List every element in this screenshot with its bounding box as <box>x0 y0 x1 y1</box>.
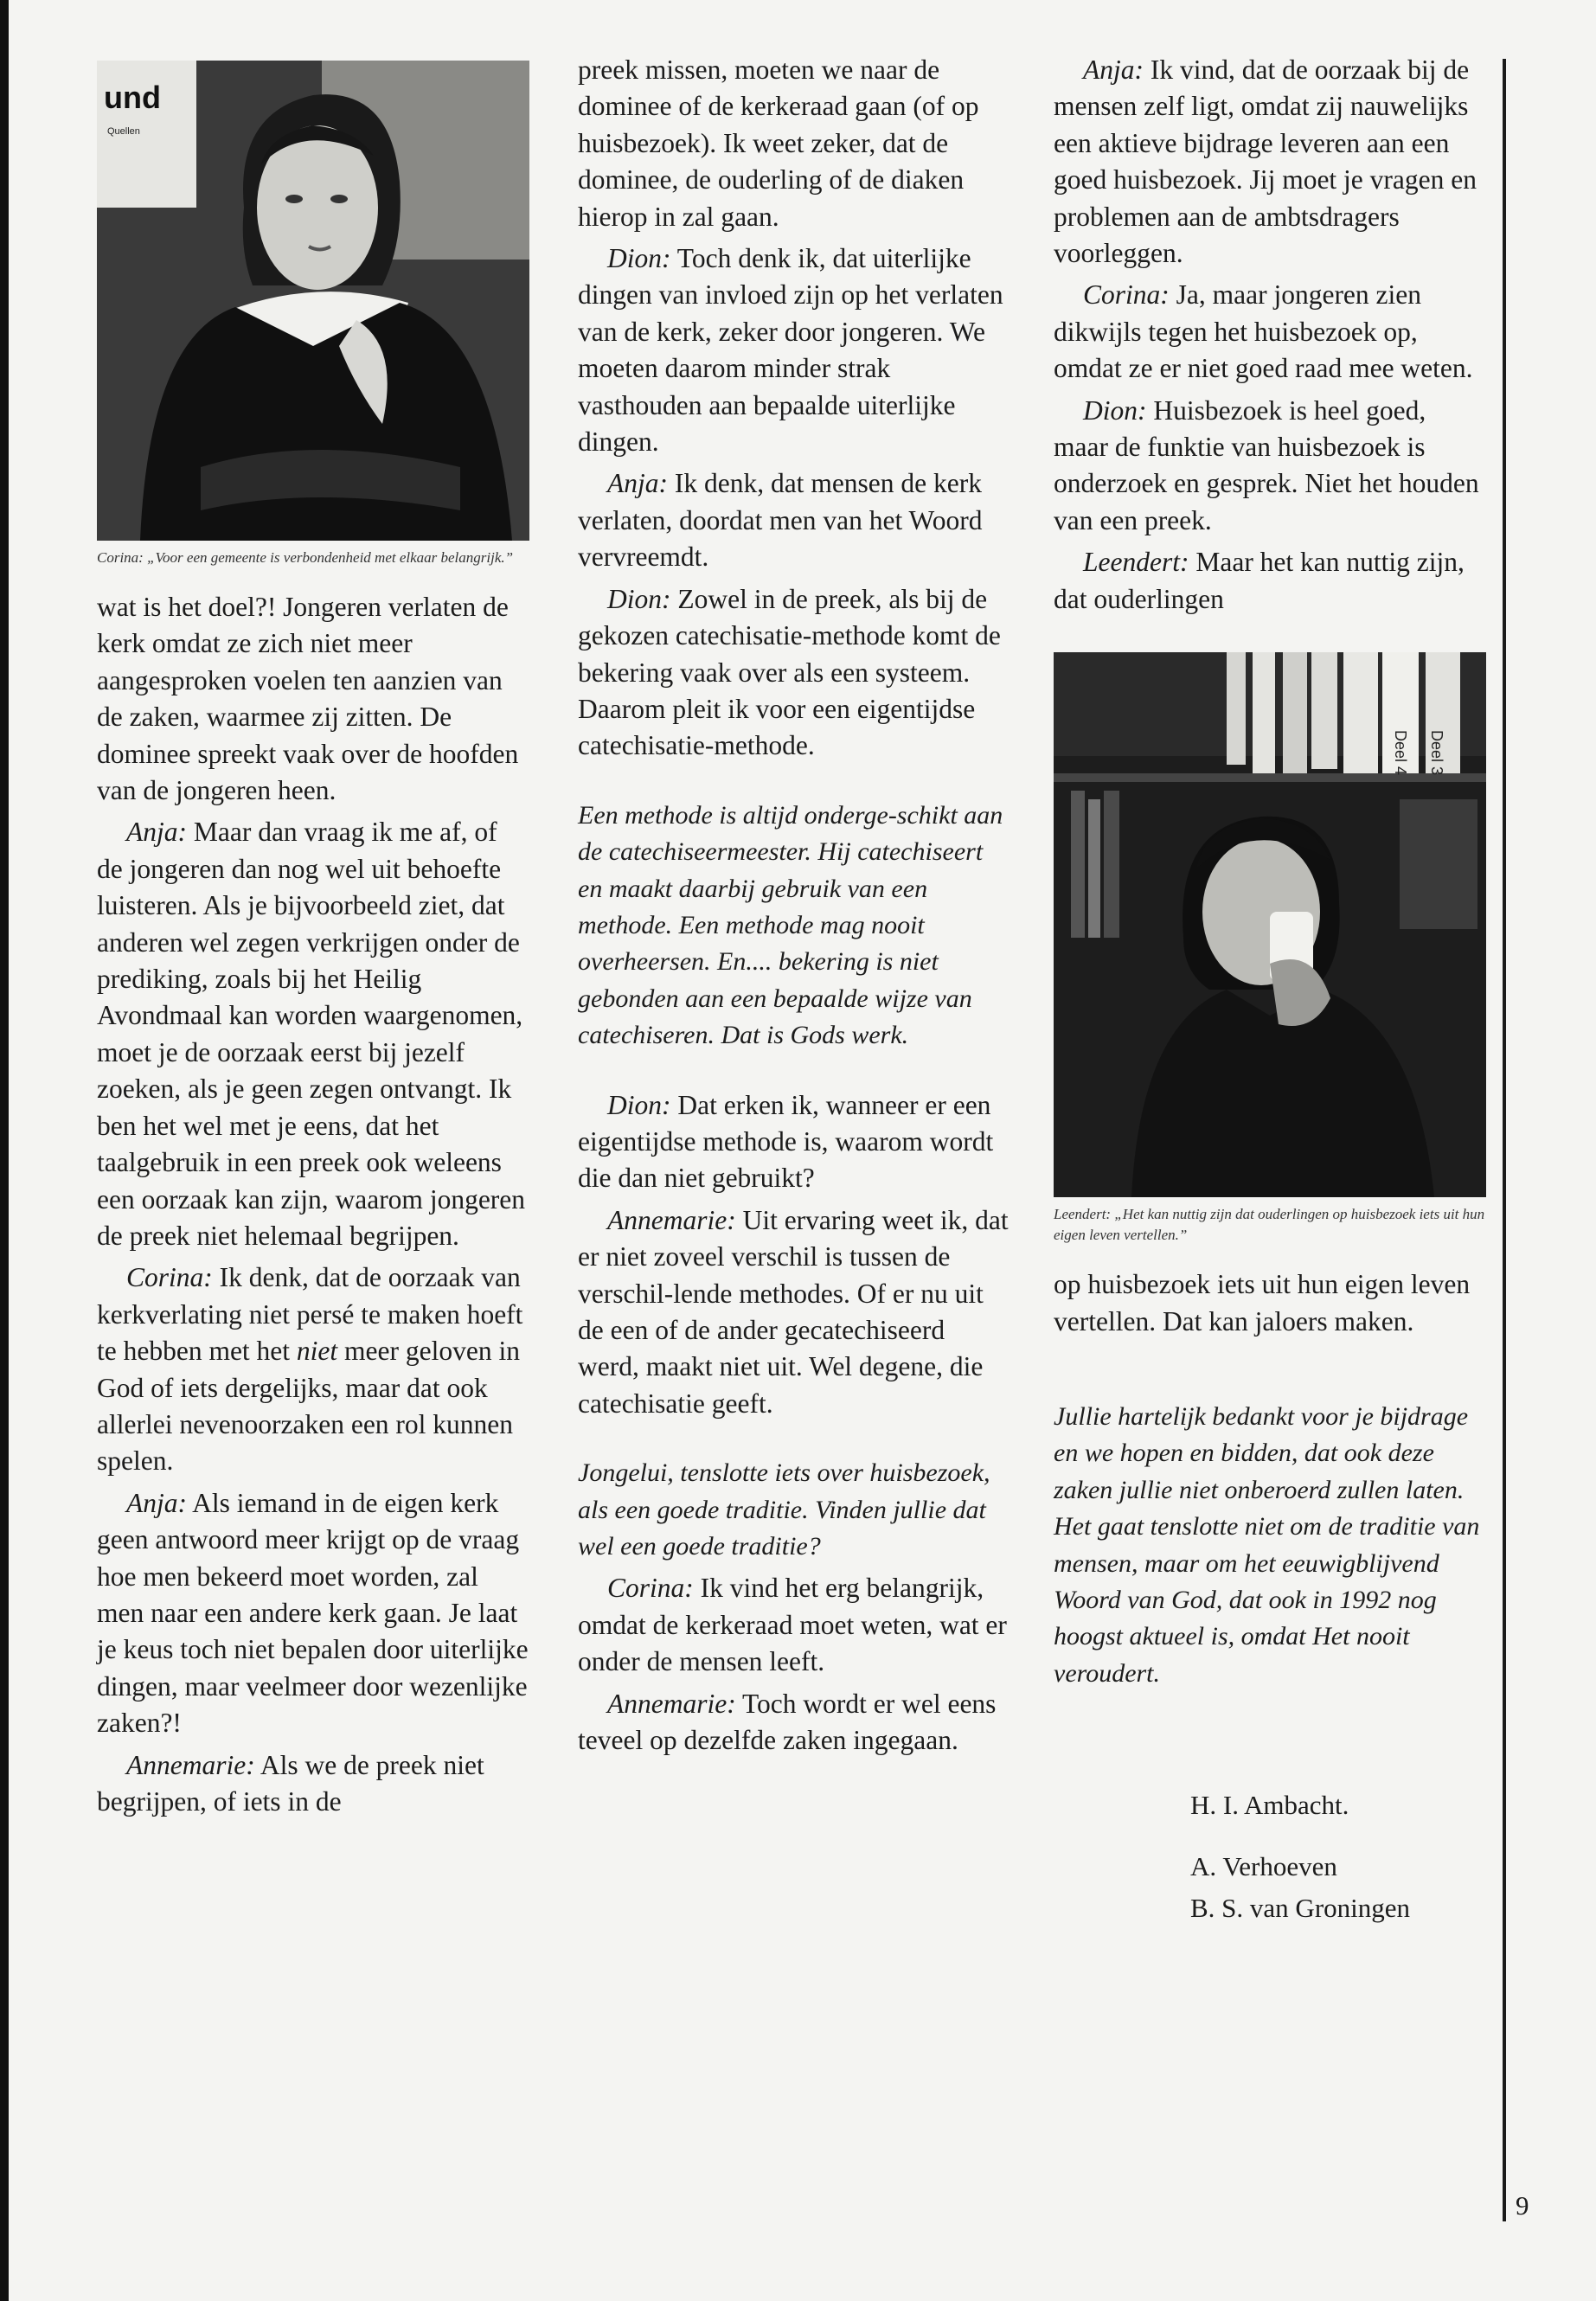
paragraph <box>578 240 1010 460</box>
paragraph <box>578 465 1010 575</box>
speaker-name: Anja: <box>126 1487 187 1518</box>
paragraph: op huisbezoek iets uit hun eigen leven vertellen. Dat kan jaloers maken. <box>1054 1269 1471 1336</box>
paragraph <box>1054 393 1486 540</box>
speaker-name: Corina: <box>607 1573 694 1604</box>
paragraph-text: Ik denk, dat mensen de kerk verlaten, doordat men van het Woord vervreemdt. <box>578 468 983 573</box>
paragraph-text: Ik denk, dat de oorzaak van kerkverlating niet persé te maken hoeft te hebben met het <box>97 1262 523 1367</box>
paragraph <box>97 1485 529 1742</box>
photo-leendert-image <box>1054 652 1486 1197</box>
signature-name: H. I. Ambacht. <box>1190 1790 1349 1821</box>
photo-caption-corina: Corina: „Voor een gemeente is verbondenheid met elkaar belangrijk.” <box>97 549 514 566</box>
speaker-name: Dion: <box>1083 394 1147 426</box>
paragraph-text: Maar dan vraag ik me af, of de jongeren dan nog wel uit behoefte luisteren. Als je bijvoorbeeld ziet, dat anderen wel zegen verkrijgen onder de prediking, zoals bij het Heilig Avondmaal kan worden waargenomen, moet je de oorzaak eerst bij jezelf zoeken, als je geen zegen ontvangt. Ik ben het wel met je eens, dat het taalgebruik in een preek ook weleens een oorzaak kan zijn, waarom jongeren de preek niet helemaal begrijpen. <box>97 817 526 1251</box>
paragraph-text: Huisbezoek is heel goed, maar de funktie van huisbezoek is onderzoek en gesprek. Niet het houden van een preek. <box>1054 394 1479 535</box>
speaker-name: Anja: <box>607 468 668 499</box>
paragraph <box>1054 544 1486 618</box>
photo-sign-small-text: Quellen <box>107 126 140 137</box>
column-1 <box>97 52 529 1825</box>
paragraph <box>578 1570 1010 1680</box>
paragraph <box>578 1087 1010 1197</box>
paragraph <box>1054 52 1486 272</box>
paragraph-text: meer geloven in God of iets dergelijks, maar dat ook allerlei nevenoorzaken een rol kunnen spelen. <box>97 1336 520 1477</box>
book-spine-text: Deel 3 <box>1428 730 1445 776</box>
photo-sign-text: und <box>104 80 161 115</box>
column-3 <box>1054 52 1486 1932</box>
paragraph-text: Toch denk ik, dat uiterlijke dingen van invloed zijn op het verlaten van de kerk, zeker door jongeren. We moeten daarom minder strak vasthouden aan bepaalde uiterlijke dingen. <box>578 243 1003 458</box>
book-spine-text: Deel 4 <box>1392 730 1409 776</box>
paragraph: preek missen, moeten we naar de dominee of de kerkeraad gaan (of op huisbezoek). Ik weet zeker, dat de dominee, de ouderling of de diaken hierop in zal gaan. <box>578 54 979 232</box>
speaker-name: Anja: <box>126 817 187 848</box>
speaker-name: Anja: <box>1083 54 1144 85</box>
paragraph-text: Ik vind het erg belangrijk, omdat de kerkeraad moet weten, wat er onder de mensen leeft. <box>578 1573 1007 1677</box>
paragraph <box>97 1259 529 1479</box>
paragraph-text: Ik vind, dat de oorzaak bij de mensen zelf ligt, omdat zij nauwelijks een aktieve bijdrage leveren aan een goed huisbezoek. Jij moet je vragen en problemen aan de ambtsdragers voorleggen. <box>1054 54 1477 269</box>
spacer <box>1054 1345 1486 1399</box>
speaker-name: Corina: <box>126 1262 213 1293</box>
paragraph <box>97 814 529 1254</box>
photo-corina <box>97 61 529 541</box>
spacer <box>578 770 1010 798</box>
paragraph-text: Dat erken ik, wanneer er een eigentijdse methode is, waarom wordt die dan niet gebruikt? <box>578 1089 994 1194</box>
speaker-name: Corina: <box>1083 279 1170 311</box>
paragraph <box>578 1202 1010 1422</box>
speaker-name: Annemarie: <box>126 1749 255 1780</box>
left-margin-bar <box>0 0 9 2301</box>
speaker-name: Leendert: <box>1083 547 1189 578</box>
interviewer-question: Een methode is altijd onderge-schikt aan de catechiseermeester. Hij catechiseert en maakt daarbij gebruik van een methode. Een methode mag nooit overheersen. En.... bekering is niet gebonden aan een bepaalde wijze van catechiseren. Dat is Gods werk. <box>578 800 1003 1050</box>
spacer <box>578 1060 1010 1087</box>
speaker-name: Dion: <box>607 1089 671 1120</box>
speaker-name: Annemarie: <box>607 1204 736 1235</box>
paragraph <box>1054 277 1486 387</box>
paragraph <box>97 1747 529 1821</box>
right-column-rule <box>1503 59 1506 2221</box>
paragraph: wat is het doel?! Jongeren verlaten de kerk omdat ze zich niet meer aangesproken voelen ten aanzien van de zaken, waarmee zij zitten. De dominee spreekt vaak over de hoofden van de jongeren heen. <box>97 592 519 806</box>
paragraph-text: Maar het kan nuttig zijn, dat ouderlingen <box>1054 547 1465 614</box>
paragraph-text: Uit ervaring weet ik, dat er niet zoveel verschil is tussen de verschil-lende methodes. Of er nu uit de een of de ander gecatechiseerd werd, maakt niet uit. Wel degene, die catechisatie geeft. <box>578 1204 1009 1419</box>
speaker-name: Dion: <box>607 243 671 274</box>
paragraph-text: Als iemand in de eigen kerk geen antwoord meer krijgt op de vraag hoe men bekeerd moet worden, zal men naar een andere kerk gaan. Je laat je keus toch niet bepalen door uiterlijke dingen, maar veelmeer door wezenlijke zaken?! <box>97 1487 529 1739</box>
interviewer-question: Jongelui, tenslotte iets over huisbezoek, als een goede traditie. Vinden jullie dat wel een goede traditie? <box>578 1458 990 1561</box>
paragraph <box>578 1686 1010 1759</box>
paragraph-text: Als we de preek niet begrijpen, of iets in de <box>97 1749 484 1817</box>
signatures <box>1054 1787 1486 1926</box>
paragraph <box>578 581 1010 765</box>
paragraph-text: Ja, maar jongeren zien dikwijls tegen het huisbezoek op, omdat ze er niet goed raad mee weten. <box>1054 279 1473 384</box>
spacer <box>578 1427 1010 1455</box>
paragraph-text: Zowel in de preek, als bij de gekozen catechisatie-methode komt de bekering vaak over als een systeem. Daarom pleit ik voor een eigentijdse catechisatie-methode. <box>578 583 1001 761</box>
photo-corina-image <box>97 61 529 541</box>
photo-leendert <box>1054 652 1486 1197</box>
emphasis: niet <box>296 1336 338 1367</box>
page-number: 9 <box>1516 2190 1529 2221</box>
speaker-name: Annemarie: <box>607 1688 736 1719</box>
column-2 <box>578 52 1010 1764</box>
paragraph-text: Toch wordt er wel eens teveel op dezelfde zaken ingegaan. <box>578 1688 997 1756</box>
photo-caption-leendert: Leendert: „Het kan nuttig zijn dat ouderlingen op huisbezoek iets uit hun eigen leven vertellen.” <box>1054 1206 1485 1244</box>
signature-name: B. S. van Groningen <box>1190 1892 1411 1923</box>
signature-name: A. Verhoeven <box>1190 1850 1337 1881</box>
speaker-name: Dion: <box>607 583 671 614</box>
closing-note: Jullie hartelijk bedankt voor je bijdrage en we hopen en bidden, dat ook deze zaken jullie niet onberoerd zullen laten. Het gaat tenslotte niet om de traditie van mensen, maar om het eeuwigblijvend Woord van God, dat ook in 1992 nog hoogst aktueel is, omdat Het nooit veroudert. <box>1054 1401 1480 1688</box>
